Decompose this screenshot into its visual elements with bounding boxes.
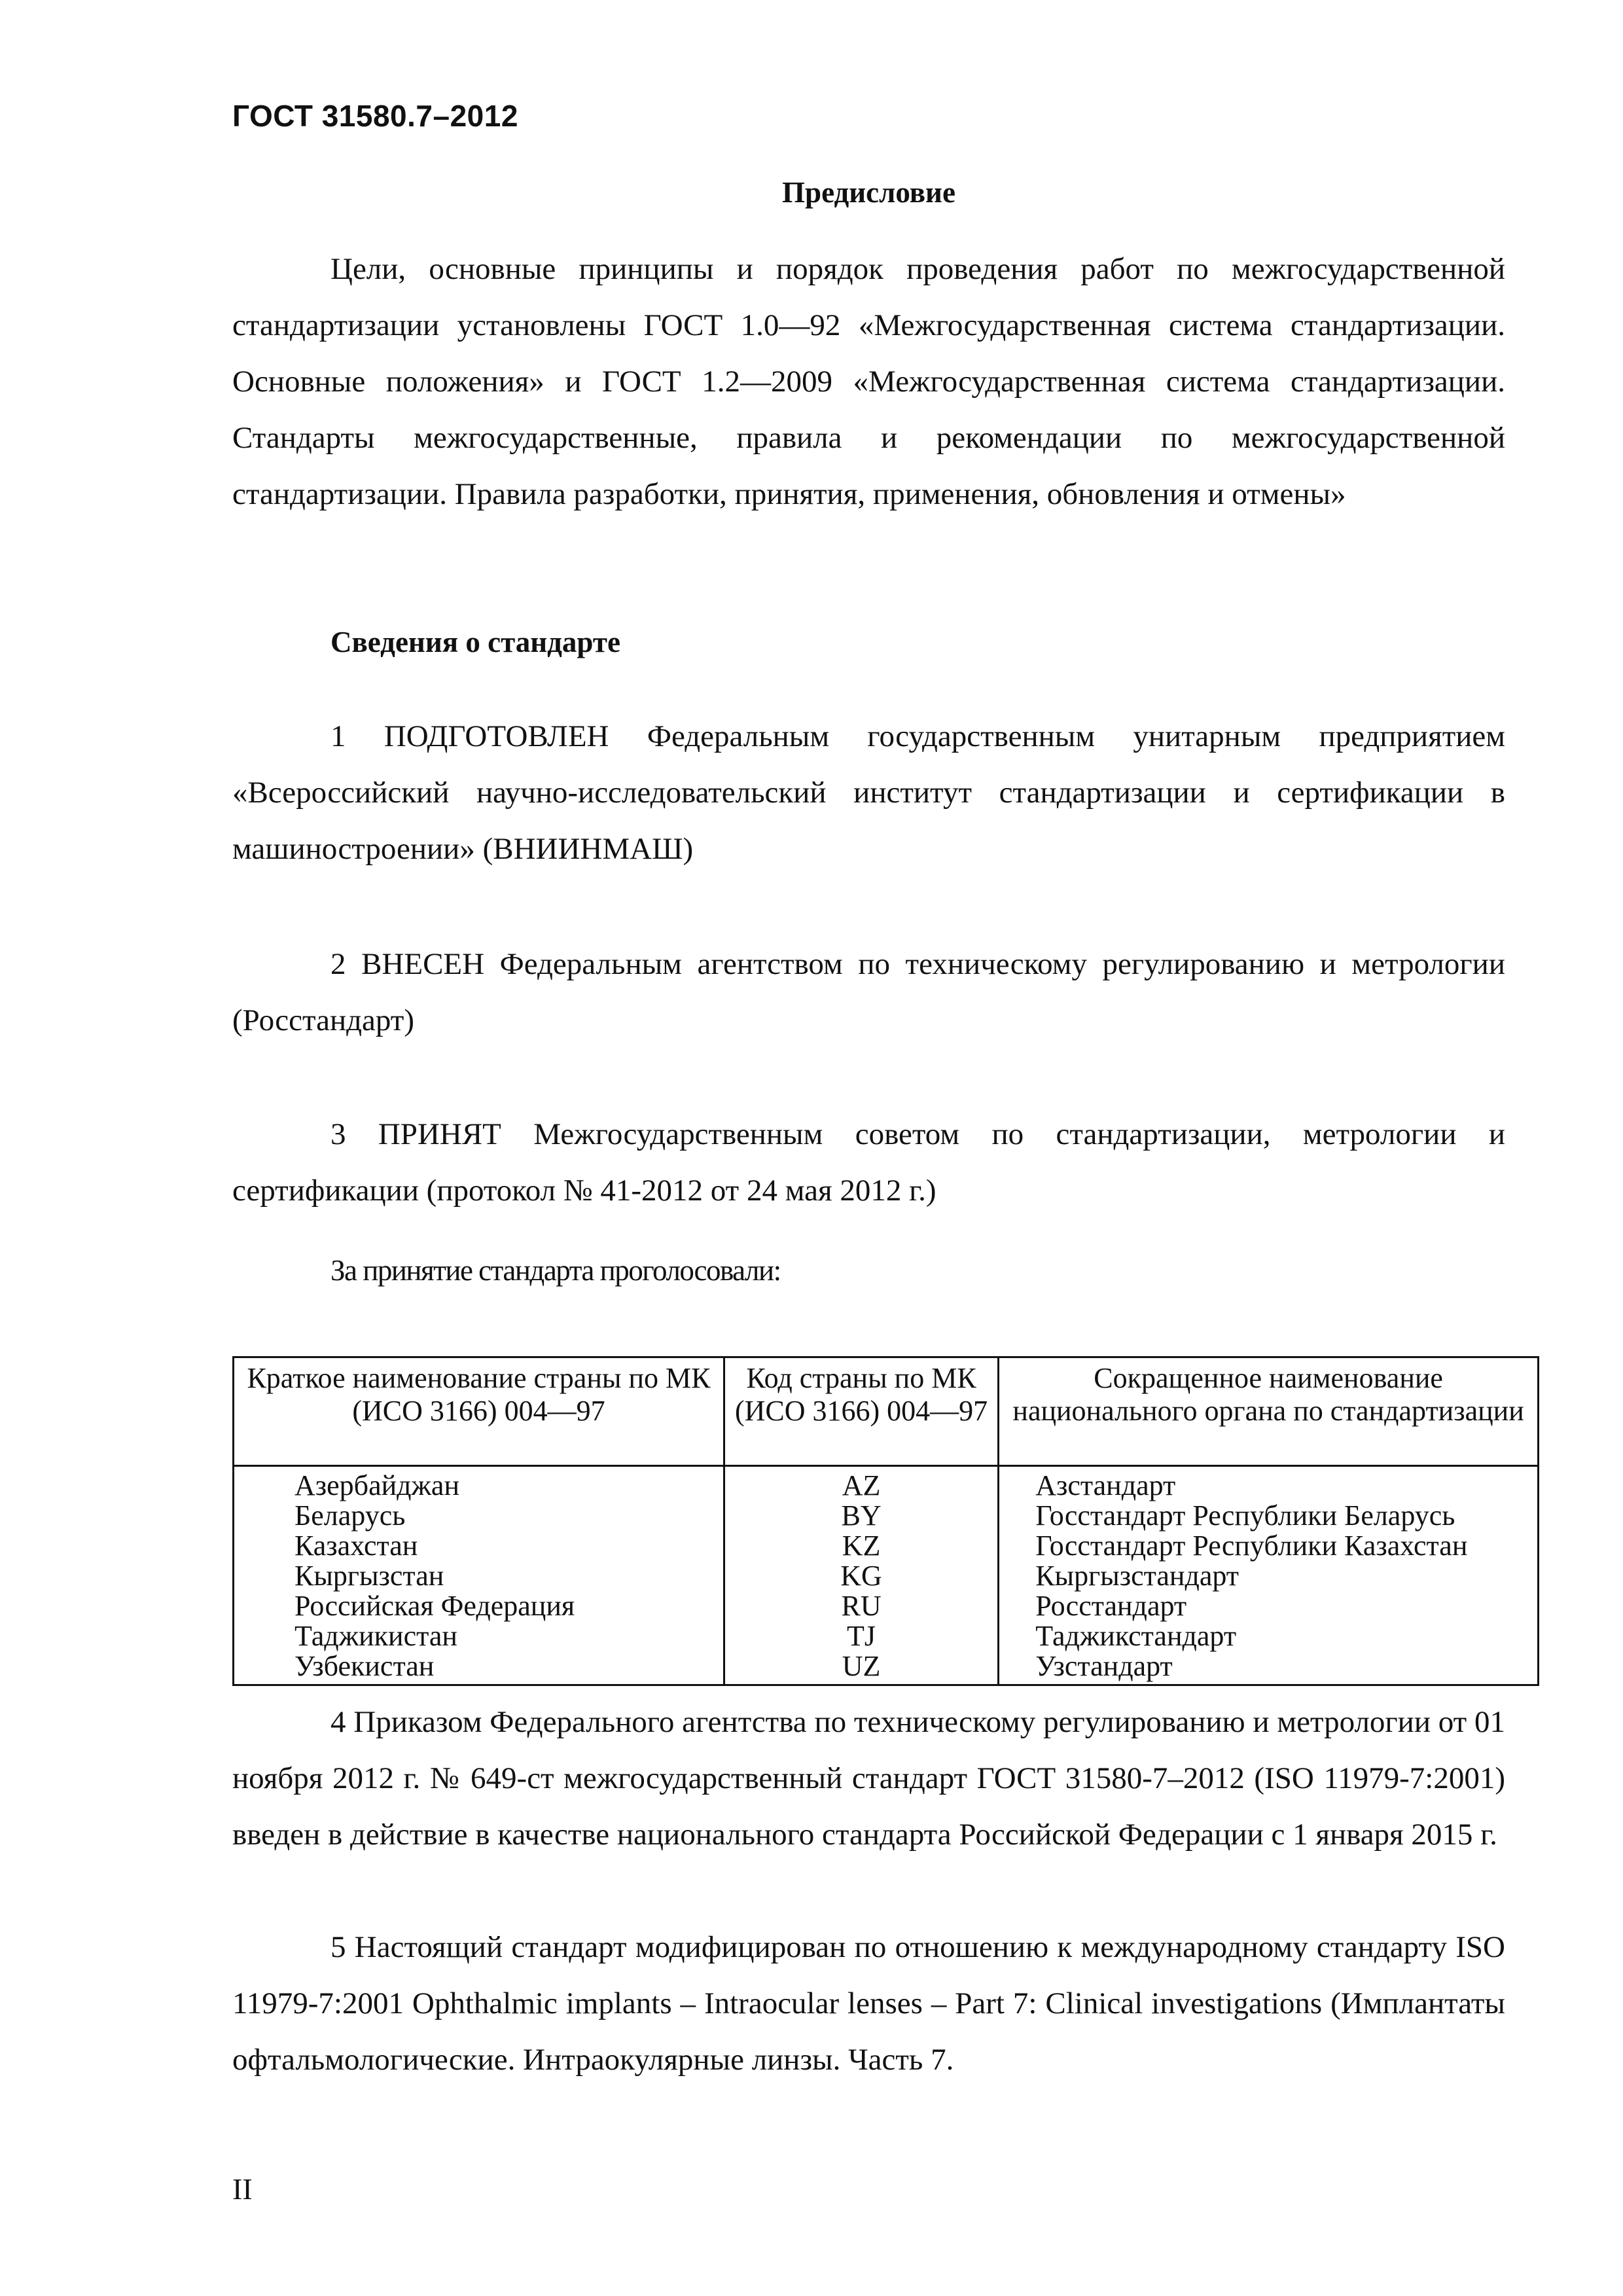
table-row bbox=[234, 1591, 1539, 1621]
national-body: Госстандарт Республики Казахстан bbox=[999, 1531, 1539, 1561]
country-code: AZ bbox=[724, 1466, 998, 1501]
header-code: Код страны по МК (ИСО 3166) 004—97 bbox=[724, 1357, 998, 1466]
info-item-2: 2 ВНЕСЕН Федеральным агентством по техническому регулированию и метрологии (Росстандарт) bbox=[232, 947, 1505, 1037]
country-name: Кыргызстан bbox=[234, 1561, 724, 1591]
table-row bbox=[234, 1651, 1539, 1685]
country-code: BY bbox=[724, 1501, 998, 1531]
national-body: Росстандарт bbox=[999, 1591, 1539, 1621]
table-row bbox=[234, 1561, 1539, 1591]
country-name: Азербайджан bbox=[234, 1466, 724, 1501]
country-name: Таджикистан bbox=[234, 1621, 724, 1651]
header-country: Краткое наименование страны по МК (ИСО 3166) 004—97 bbox=[234, 1357, 724, 1466]
country-code: KG bbox=[724, 1561, 998, 1591]
header-national-body: Сокращенное наименование национального органа по стандартизации bbox=[999, 1357, 1539, 1466]
country-name: Беларусь bbox=[234, 1501, 724, 1531]
country-code: KZ bbox=[724, 1531, 998, 1561]
national-body: Таджикстандарт bbox=[999, 1621, 1539, 1651]
table-row bbox=[234, 1531, 1539, 1561]
national-body: Азстандарт bbox=[999, 1466, 1539, 1501]
national-body: Госстандарт Республики Беларусь bbox=[999, 1501, 1539, 1531]
country-name: Казахстан bbox=[234, 1531, 724, 1561]
voted-label: За принятие стандарта проголосовали: bbox=[330, 1254, 781, 1287]
table-row bbox=[234, 1621, 1539, 1651]
foreword-paragraph: Цели, основные принципы и порядок проведения работ по межгосударственной стандартизации установлены ГОСТ 1.0—92 «Межгосударственная система стандартизации. Основные положения» и ГОСТ 1.2—2009 «Межгосударственная система стандартизации. Стандарты межгосударственные, правила и рекомендации по межгосударственной стандартизации. Правила разработки, принятия, применения, обновления и отмены» bbox=[232, 252, 1505, 511]
info-item-3: 3 ПРИНЯТ Межгосударственным советом по стандартизации, метрологии и сертификации (протокол № 41-2012 от 24 мая 2012 г.) bbox=[232, 1117, 1505, 1208]
info-item-4: 4 Приказом Федерального агентства по техническому регулированию и метрологии от 01 ноября 2012 г. № 649-ст межгосударственный стандарт ГОСТ 31580-7–2012 (ISO 11979-7:2001) введен в действие в качестве национального стандарта Российской Федерации с 1 января 2015 г. bbox=[232, 1705, 1505, 1852]
national-body: Узстандарт bbox=[999, 1651, 1539, 1685]
table-header-row bbox=[234, 1357, 1539, 1466]
standard-info-title: Сведения о стандарте bbox=[330, 626, 620, 658]
national-body: Кыргызстандарт bbox=[999, 1561, 1539, 1591]
info-item-5: 5 Настоящий стандарт модифицирован по отношению к международному стандарту ISO 11979-7:2001 Ophthalmic implants – Intraocular lenses – Part 7: Clinical investigations (Имплантаты офтальмологические. Интраокулярные линзы. Часть 7. bbox=[232, 1930, 1505, 2077]
country-name: Российская Федерация bbox=[234, 1591, 724, 1621]
voting-countries-table bbox=[232, 1356, 1539, 1686]
table-row bbox=[234, 1501, 1539, 1531]
info-item-1: 1 ПОДГОТОВЛЕН Федеральным государственным унитарным предприятием «Всероссийский научно-исследовательский институт стандартизации и сертификации в машиностроении» (ВНИИНМАШ) bbox=[232, 719, 1505, 866]
page-number: II bbox=[232, 2172, 253, 2206]
foreword-title: Предисловие bbox=[782, 176, 955, 209]
country-name: Узбекистан bbox=[234, 1651, 724, 1685]
table-row bbox=[234, 1466, 1539, 1501]
document-code: ГОСТ 31580.7–2012 bbox=[232, 99, 518, 133]
country-code: RU bbox=[724, 1591, 998, 1621]
country-code: TJ bbox=[724, 1621, 998, 1651]
country-code: UZ bbox=[724, 1651, 998, 1685]
